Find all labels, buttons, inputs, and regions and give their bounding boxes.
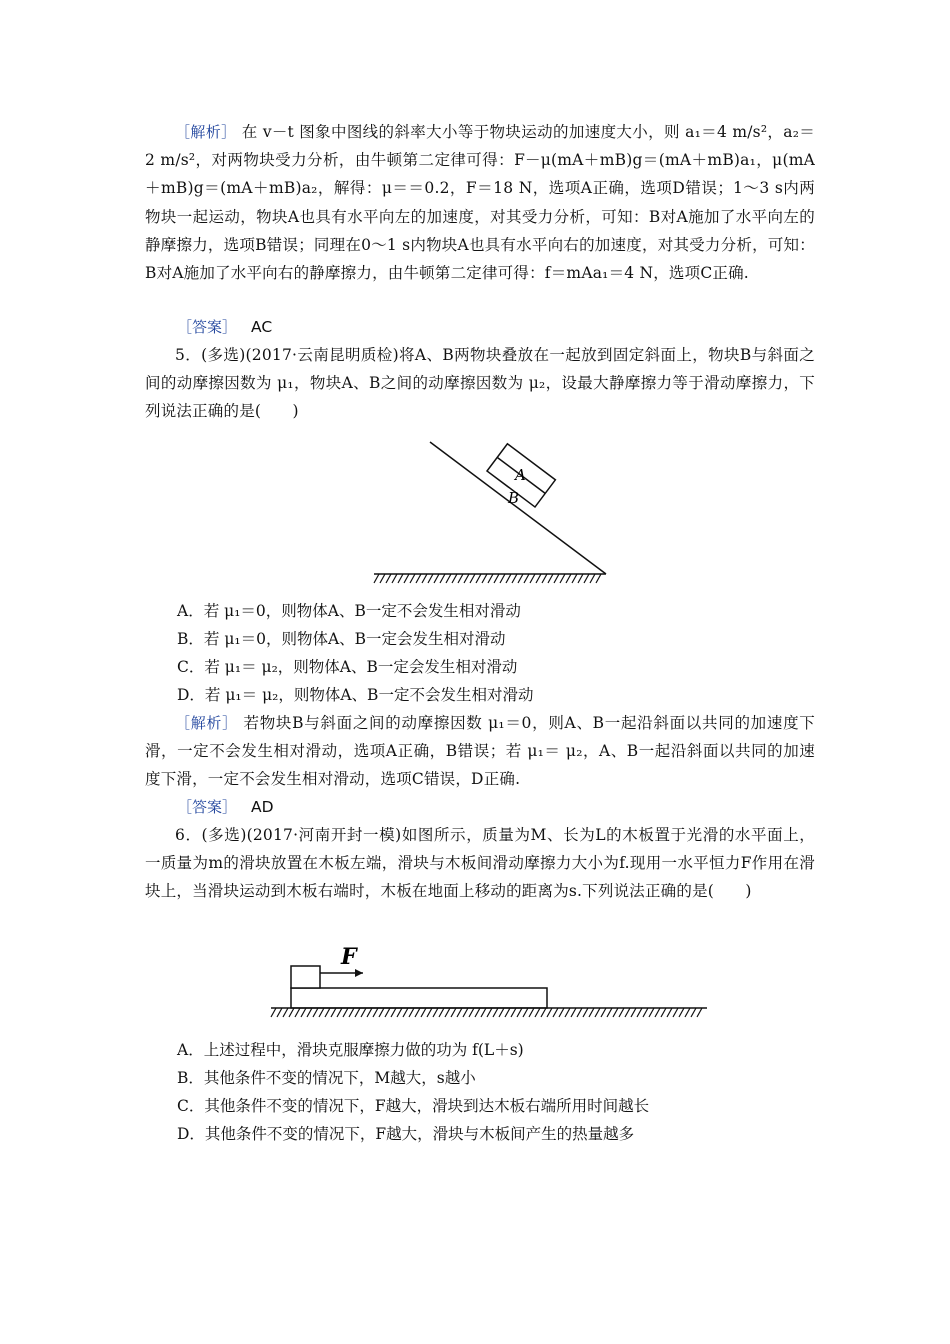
- hatch-mark: [433, 1008, 438, 1017]
- hatch-mark: [565, 1008, 570, 1017]
- q6-option-d: D．其他条件不变的情况下，F越大，滑块与木板间产生的热量越多: [177, 1125, 635, 1143]
- hatch-mark: [577, 1008, 582, 1017]
- hatch-mark: [685, 1008, 690, 1017]
- hatch-mark: [631, 1008, 636, 1017]
- hatch-mark: [373, 1008, 378, 1017]
- hatch-mark: [542, 574, 547, 583]
- hatch-mark: [667, 1008, 672, 1017]
- hatch-mark: [517, 1008, 522, 1017]
- hatch-mark: [277, 1008, 282, 1017]
- hatch-mark: [398, 574, 403, 583]
- hatch-mark: [404, 574, 409, 583]
- hatch-mark: [584, 574, 589, 583]
- hatch-mark: [451, 1008, 456, 1017]
- hatch-mark: [343, 1008, 348, 1017]
- hatch-mark: [391, 1008, 396, 1017]
- answer-value: AD: [251, 798, 274, 816]
- hatch-mark: [553, 1008, 558, 1017]
- hatch-mark: [475, 1008, 480, 1017]
- hatch-mark: [392, 574, 397, 583]
- hatch-mark: [697, 1008, 702, 1017]
- q4-analysis: [145, 118, 815, 318]
- force-label: F: [341, 944, 357, 970]
- q5-option-d: D．若 μ₁＝ μ₂，则物体A、B一定不会发生相对滑动: [177, 686, 534, 704]
- hatch-mark: [367, 1008, 372, 1017]
- q5-analysis: [145, 709, 815, 794]
- hatch-mark: [547, 1008, 552, 1017]
- hatch-mark: [548, 574, 553, 583]
- q5-option-b: B．若 μ₁＝0，则物体A、B一定会发生相对滑动: [177, 630, 506, 648]
- q5-analysis-text: 若物块B与斜面之间的动摩擦因数 μ₁＝0，则A、B一起沿斜面以共同的加速度下滑，一定不会发生相对滑动，选项A正确，B错误；若 μ₁＝ μ₂，A、B一起沿斜面以共同的加速度下滑，一定不会发生相对滑动，选项C错误，D正确.: [145, 714, 815, 789]
- hatch-mark: [397, 1008, 402, 1017]
- hatch-mark: [488, 574, 493, 583]
- hatch-mark: [560, 574, 565, 583]
- hatch-mark: [385, 1008, 390, 1017]
- hatch-mark: [403, 1008, 408, 1017]
- hatch-mark: [571, 1008, 576, 1017]
- hatch-mark: [271, 1008, 276, 1017]
- hatch-mark: [613, 1008, 618, 1017]
- hatch-mark: [505, 1008, 510, 1017]
- hatch-mark: [511, 1008, 516, 1017]
- hatch-mark: [643, 1008, 648, 1017]
- hatch-mark: [325, 1008, 330, 1017]
- hatch-mark: [434, 574, 439, 583]
- hatch-mark: [452, 574, 457, 583]
- hatch-mark: [379, 1008, 384, 1017]
- hatch-mark: [523, 1008, 528, 1017]
- hatch-mark: [512, 574, 517, 583]
- hatch-mark: [661, 1008, 666, 1017]
- hatch-mark: [476, 574, 481, 583]
- hatch-mark: [440, 574, 445, 583]
- hatch-mark: [446, 574, 451, 583]
- hatch-mark: [307, 1008, 312, 1017]
- hatch-mark: [283, 1008, 288, 1017]
- analysis-tag: ［解析］: [175, 714, 238, 732]
- hatch-mark: [530, 574, 535, 583]
- hatch-mark: [295, 1008, 300, 1017]
- hatch-mark: [416, 574, 421, 583]
- q6-option-a: A．上述过程中，滑块克服摩擦力做的功为 f(L＋s): [177, 1041, 524, 1059]
- hatch-mark: [313, 1008, 318, 1017]
- hatch-mark: [301, 1008, 306, 1017]
- hatch-mark: [331, 1008, 336, 1017]
- hatch-mark: [536, 574, 541, 583]
- hatch-mark: [421, 1008, 426, 1017]
- q4-analysis-text: 在 v－t 图象中图线的斜率大小等于物块运动的加速度大小，则 a₁＝4 m/s²，a₂＝2 m/s²，对两物块受力分析，由牛顿第二定律可得：F－μ(mA＋mB)g＝(mA＋mB)a₁，μ(mA＋mB)g＝(mA＋mB)a₂，解得：μ＝＝0.2，F＝18 N，选项A正确，选项D错误；1～3 s内两物块一起运动，物块A也具有水平向左的加速度，对其受力分析，可知：B对A施加了水平向左的静摩擦力，选项B错误；同理在0～1 s内物块A也具有水平向右的加速度，对其受力分析，可知：B对A施加了水平向右的静摩擦力，由牛顿第二定律可得：f＝mAa₁＝4 N，选项C正确.: [145, 123, 815, 283]
- hatch-mark: [649, 1008, 654, 1017]
- hatch-mark: [427, 1008, 432, 1017]
- block-a-label: A: [515, 466, 526, 484]
- hatch-mark: [499, 1008, 504, 1017]
- hatch-mark: [619, 1008, 624, 1017]
- analysis-tag: ［解析］: [175, 123, 237, 141]
- hatch-mark: [679, 1008, 684, 1017]
- hatch-mark: [535, 1008, 540, 1017]
- q6-option-c: C．其他条件不变的情况下，F越大，滑块到达木板右端所用时间越长: [177, 1097, 650, 1115]
- answer-tag: ［答案］: [177, 318, 238, 336]
- incline-figure: [360, 440, 620, 590]
- q5-answer: [177, 793, 274, 821]
- hatch-mark: [673, 1008, 678, 1017]
- hatch-mark: [637, 1008, 642, 1017]
- slider-block: [291, 966, 320, 988]
- hatch-mark: [506, 574, 511, 583]
- hatch-mark: [590, 574, 595, 583]
- hatch-mark: [410, 574, 415, 583]
- q6-stem: 6．(多选)(2017·河南开封一模)如图所示，质量为M、长为L的木板置于光滑的水平面上，一质量为m的滑块放置在木板左端，滑块与木板间滑动摩擦力大小为f.现用一水平恒力F作用在滑块上，当滑块运动到木板右端时，木板在地面上移动的距离为s.下列说法正确的是( ): [145, 826, 815, 901]
- hatch-mark: [554, 574, 559, 583]
- hatch-mark: [500, 574, 505, 583]
- hatch-mark: [481, 1008, 486, 1017]
- board-figure: [265, 940, 715, 1025]
- hatch-mark: [463, 1008, 468, 1017]
- hatch-mark: [374, 574, 379, 583]
- hatch-mark: [415, 1008, 420, 1017]
- hatch-mark: [422, 574, 427, 583]
- hatch-mark: [487, 1008, 492, 1017]
- hatch-mark: [386, 574, 391, 583]
- hatch-mark: [596, 574, 601, 583]
- hatch-mark: [524, 574, 529, 583]
- q5-option-a: A．若 μ₁＝0，则物体A、B一定不会发生相对滑动: [177, 602, 521, 620]
- block-b-label: B: [508, 489, 520, 507]
- hatch-mark: [494, 574, 499, 583]
- answer-tag: ［答案］: [177, 798, 238, 816]
- answer-value: AC: [251, 318, 273, 336]
- hatch-mark: [589, 1008, 594, 1017]
- hatch-mark: [457, 1008, 462, 1017]
- hatch-mark: [529, 1008, 534, 1017]
- hatch-mark: [470, 574, 475, 583]
- hatch-mark: [349, 1008, 354, 1017]
- hatch-mark: [607, 1008, 612, 1017]
- hatch-mark: [469, 1008, 474, 1017]
- hatch-mark: [458, 574, 463, 583]
- hatch-mark: [439, 1008, 444, 1017]
- force-arrowhead: [355, 969, 363, 977]
- hatch-mark: [541, 1008, 546, 1017]
- hatch-mark: [355, 1008, 360, 1017]
- q6-option-b: B．其他条件不变的情况下，M越大，s越小: [177, 1069, 476, 1087]
- hatch-mark: [691, 1008, 696, 1017]
- hatch-mark: [566, 574, 571, 583]
- hatch-mark: [625, 1008, 630, 1017]
- hatch-mark: [559, 1008, 564, 1017]
- q4-answer: [177, 313, 272, 341]
- hatch-mark: [428, 574, 433, 583]
- hatch-mark: [493, 1008, 498, 1017]
- hatch-mark: [361, 1008, 366, 1017]
- hatch-mark: [409, 1008, 414, 1017]
- hatch-mark: [445, 1008, 450, 1017]
- hatch-mark: [380, 574, 385, 583]
- board: [291, 988, 547, 1008]
- hatch-mark: [518, 574, 523, 583]
- hatch-mark: [572, 574, 577, 583]
- q5-option-c: C．若 μ₁＝ μ₂，则物体A、B一定会发生相对滑动: [177, 658, 518, 676]
- ground-hatch: [374, 574, 601, 583]
- hatch-mark: [319, 1008, 324, 1017]
- hatch-mark: [601, 1008, 606, 1017]
- hatch-mark: [578, 574, 583, 583]
- hatch-mark: [337, 1008, 342, 1017]
- ground-hatch: [271, 1008, 702, 1017]
- hatch-mark: [464, 574, 469, 583]
- hatch-mark: [583, 1008, 588, 1017]
- hatch-mark: [482, 574, 487, 583]
- hatch-mark: [289, 1008, 294, 1017]
- q5-stem: 5．(多选)(2017·云南昆明质检)将A、B两物块叠放在一起放到固定斜面上，物块B与斜面之间的动摩擦因数为 μ₁，物块A、B之间的动摩擦因数为 μ₂，设最大静摩擦力等于滑动摩擦力，下列说法正确的是( ): [145, 346, 815, 421]
- hatch-mark: [595, 1008, 600, 1017]
- hatch-mark: [655, 1008, 660, 1017]
